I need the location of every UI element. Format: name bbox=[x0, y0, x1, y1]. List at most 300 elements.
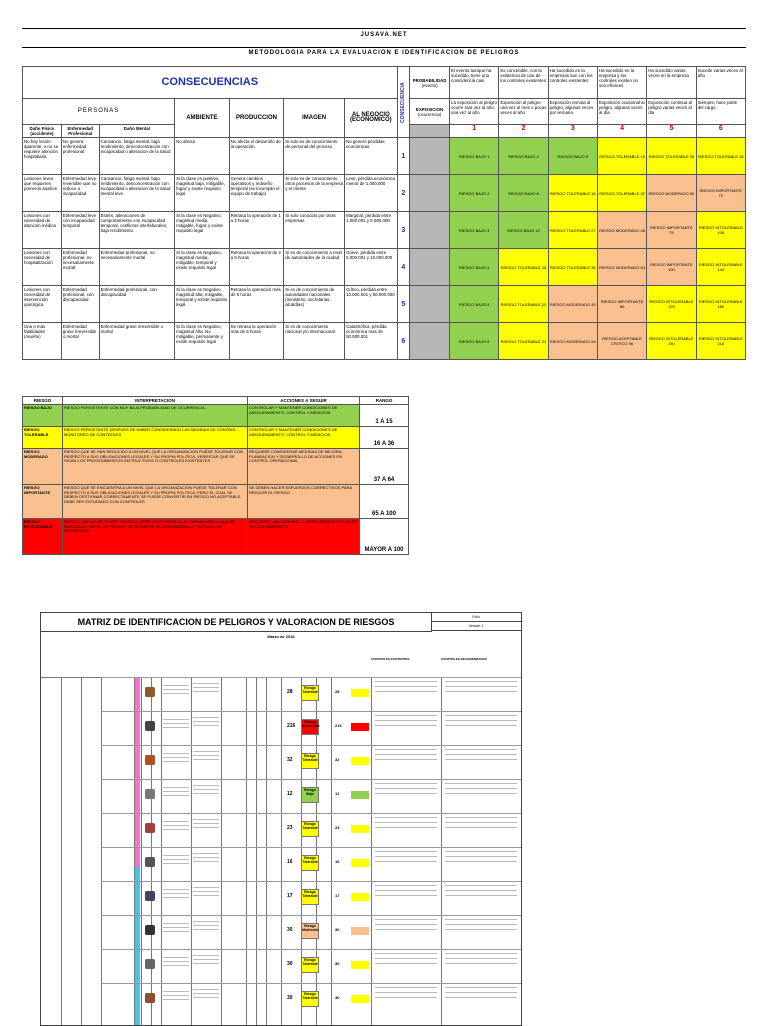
sheet2-text-line bbox=[375, 827, 437, 828]
sheet2-text-line bbox=[445, 691, 517, 692]
sheet2-text-line bbox=[445, 749, 517, 750]
cell-ambiente: Si la clase es Negativo, magnitud media, mitigable, temporal y existe requisito legal bbox=[175, 249, 230, 286]
row-number: 6 bbox=[397, 323, 410, 360]
gray-spacer bbox=[410, 212, 450, 249]
sheet2-grid-line bbox=[101, 677, 102, 1025]
sheet2-text-line bbox=[193, 717, 219, 718]
sheet2-text-line bbox=[445, 987, 517, 988]
cell-negocio: No generó pérdidas económicas bbox=[345, 138, 398, 175]
risk-cell: RIESGO MODERADO 50 bbox=[647, 175, 696, 212]
hazard-icon bbox=[145, 891, 155, 901]
cell-produccion: Retrasa la operación de 1 a 2 horas bbox=[229, 212, 284, 249]
hazard-icon bbox=[145, 857, 155, 867]
risk-legend bbox=[22, 396, 409, 555]
legend-riesgo: RIESGO INTOLERABLE bbox=[23, 519, 63, 555]
hazard-icon bbox=[145, 755, 155, 765]
cell-negocio: Leve, pérdida económica menor de 1.000.000 bbox=[345, 175, 398, 212]
risk-cell: RIESGO TOLERABLE 24 bbox=[499, 323, 548, 360]
legend-accion: CONTROLAR Y MANTENER CONDICIONES DE ASEGURAMIENTO, CONTROL Y MEDICION bbox=[248, 427, 360, 449]
sheet2-text-line bbox=[193, 819, 219, 820]
sheet2-text-line bbox=[163, 991, 189, 992]
sheet2-grid-line bbox=[61, 677, 62, 1025]
hazard-icon bbox=[145, 789, 155, 799]
risk-level-badge: Riesgo Bajo bbox=[301, 787, 319, 803]
legend-row bbox=[23, 405, 409, 427]
risk-cell: RIESGO MODERADO 45 bbox=[548, 286, 597, 323]
final-score: 30 bbox=[335, 961, 340, 966]
sheet2-column-header bbox=[41, 643, 521, 678]
sheet2-text-line bbox=[163, 965, 189, 966]
risk-cell: RIESGO BAJO 1 bbox=[450, 138, 499, 175]
document-title: METODOLOGIA PARA LA EVALUACION E IDENTIFICACION DE PELIGROS bbox=[22, 47, 746, 56]
risk-cell: RIESGO BAJO 5 bbox=[450, 286, 499, 323]
gray-spacer bbox=[410, 286, 450, 323]
sheet2-text-line bbox=[163, 923, 189, 924]
sheet2-text-line bbox=[163, 723, 189, 724]
sheet2-text-line bbox=[445, 919, 517, 920]
legend-riesgo: RIESGO MODERADO bbox=[23, 449, 63, 485]
risk-cell: RIESGO TOLERABLE 32 bbox=[597, 175, 646, 212]
cell-fisico: Lesiones leves que requieren primeros auxilios bbox=[23, 175, 62, 212]
risk-cell: RIESGO BAJO 12 bbox=[499, 212, 548, 249]
sheet2-text-line bbox=[445, 885, 517, 886]
risk-cell: RIESGO TOLERABLE 16 bbox=[499, 249, 548, 286]
sheet2-text-line bbox=[163, 753, 189, 754]
cell-fisico: No hay lesión aparente, o no se requiere atención hospitalaria bbox=[23, 138, 62, 175]
col-number-5: 5 bbox=[647, 125, 696, 138]
prob-level-2: Es concebible, con la existencia de una de los controles existentes bbox=[499, 67, 548, 99]
sheet2-text-line bbox=[163, 689, 189, 690]
sheet2-text-line bbox=[375, 715, 437, 716]
sheet2-grid-line bbox=[134, 677, 135, 1025]
sheet2-text-line bbox=[445, 822, 517, 823]
risk-score: 32 bbox=[287, 757, 293, 763]
cell-profesional: Enfermedad leve reversible que no reduce a incapacidad bbox=[61, 175, 99, 212]
sheet2-row-divider bbox=[101, 983, 521, 984]
sheet2-grid-line bbox=[281, 677, 282, 1025]
sheet2-text-line bbox=[163, 927, 189, 928]
sheet2-text-line bbox=[163, 787, 189, 788]
consequence-matrix bbox=[22, 66, 746, 360]
sheet2-text-line bbox=[193, 785, 219, 786]
sheet2-text-line bbox=[445, 958, 517, 959]
cell-mental: Cansancio, fatiga mental, baja rendimiento, desconcentración con incapacidad o alteracion de la salud mental leve bbox=[99, 175, 175, 212]
final-score: 16 bbox=[335, 859, 340, 864]
risk-cell: RIESGO BAJO 8 bbox=[499, 175, 548, 212]
sheet2-text-line bbox=[375, 929, 437, 930]
sheet2-text-line bbox=[445, 895, 517, 896]
sheet2-row-divider bbox=[101, 711, 521, 712]
risk-cell: RIESGO TOLERABLE 18 bbox=[548, 175, 597, 212]
sheet2-text-line bbox=[193, 887, 219, 888]
legend-rango: 37 A 64 bbox=[360, 449, 409, 485]
risk-score: 30 bbox=[287, 995, 293, 1001]
legend-accion: REQUIERE CONSIDERAR MEDIDAS DE MEJORA, PLANEACION Y DESARROLLO DE ACCIONES EN CONTROL OPERACIONAL bbox=[248, 449, 360, 485]
legend-head-rango: RANGO bbox=[360, 397, 409, 405]
cell-negocio: Catastrófica, pérdida económica mas de 50.000.001 bbox=[345, 323, 398, 360]
matrix-sheet-preview bbox=[40, 612, 522, 1026]
col-ambiente: AMBIENTE bbox=[175, 99, 230, 138]
sheet2-text-line bbox=[445, 890, 517, 891]
col-imagen: IMAGEN bbox=[284, 99, 345, 138]
sheet2-text-line bbox=[445, 929, 517, 930]
sheet2-row-divider bbox=[101, 915, 521, 916]
col-number-4: 4 bbox=[597, 125, 646, 138]
sheet2-text-line bbox=[193, 789, 219, 790]
sheet2-text-line bbox=[163, 863, 189, 864]
sheet2-grid-line bbox=[371, 677, 372, 1025]
sheet2-text-line bbox=[375, 851, 437, 852]
sheet2-text-line bbox=[193, 751, 219, 752]
sheet2-col-existing: CONTROLES EXISTENTES bbox=[371, 657, 410, 661]
sheet2-grid-line bbox=[246, 677, 247, 1025]
sheet2-text-line bbox=[445, 992, 517, 993]
sheet2-text-line bbox=[375, 919, 437, 920]
exp-level-1: La exposición al peligro ocurre rara vez al año, una vez al año bbox=[450, 99, 499, 125]
risk-cell: RIESGO TOLERABLE 16 bbox=[597, 138, 646, 175]
legend-row bbox=[23, 519, 409, 555]
cell-mental: Cansancio, fatiga mental, baja rendimiento, desconcentración con incapacidad o alteracion de la salud bbox=[99, 138, 175, 175]
legend-riesgo: RIESGO IMPORTANTE bbox=[23, 485, 63, 519]
consequence-row bbox=[23, 323, 746, 360]
risk-level-badge: Riesgo Tolerable bbox=[301, 957, 319, 973]
exp-level-2: Exposición al peligro una vez al mes o pocas veces al año bbox=[499, 99, 548, 125]
sheet2-text-line bbox=[375, 861, 437, 862]
sheet2-text-line bbox=[375, 725, 437, 726]
cell-produccion: Genera cambios operativos y rediseño temporal (se incumplió el equipo de trabajo) bbox=[229, 175, 284, 212]
sheet2-text-line bbox=[375, 924, 437, 925]
final-level-swatch bbox=[351, 757, 369, 765]
hazard-icon bbox=[145, 823, 155, 833]
cell-mental: Enfermedad profesional, no necesariamente mortal bbox=[99, 249, 175, 286]
risk-cell: RIESGO MODERADO 64 bbox=[597, 249, 646, 286]
final-level-swatch bbox=[351, 723, 369, 731]
sheet2-text-line bbox=[163, 859, 189, 860]
cell-fisico: Una o más fatalidades (muerte) bbox=[23, 323, 62, 360]
risk-score: 28 bbox=[287, 689, 293, 695]
final-score: 17 bbox=[335, 893, 340, 898]
cell-profesional: Enfermedad profesional, con discapacidad bbox=[61, 286, 99, 323]
cell-imagen: Si es de conocimiento a nivel de autoridades de la ciudad bbox=[284, 249, 345, 286]
col-number-3: 3 bbox=[548, 125, 597, 138]
sheet2-text-line bbox=[193, 683, 219, 684]
risk-cell: RIESGO INTOLERABLE 180 bbox=[696, 286, 745, 323]
sheet2-row-divider bbox=[101, 779, 521, 780]
row-number: 3 bbox=[397, 212, 410, 249]
sheet2-text-line bbox=[375, 759, 437, 760]
sheet2-text-line bbox=[193, 955, 219, 956]
legend-interp: RIESGO PERSISTENTE DESPUES DE HABER CONSIDERADO LAS MEDIDAS DE CONTROL, MONITOREO DE CONTROLES bbox=[63, 427, 248, 449]
sheet2-text-line bbox=[193, 963, 219, 964]
sheet2-grid-line bbox=[266, 677, 267, 1025]
sheet2-text-line bbox=[375, 681, 437, 682]
sheet2-text-line bbox=[375, 890, 437, 891]
risk-level-badge: Riesgo Tolerable bbox=[301, 685, 319, 701]
legend-row bbox=[23, 449, 409, 485]
legend-row bbox=[23, 485, 409, 519]
final-level-swatch bbox=[351, 689, 369, 697]
consequence-vertical-label: CONSECUENCIA bbox=[397, 67, 410, 138]
sheet2-text-line bbox=[163, 825, 189, 826]
gray-spacer bbox=[410, 125, 450, 138]
final-level-swatch bbox=[351, 893, 369, 901]
hazard-icon bbox=[145, 687, 155, 697]
final-level-swatch bbox=[351, 961, 369, 969]
cell-imagen: Si solo es de conocimiento de personal del proceso bbox=[284, 138, 345, 175]
sheet2-text-line bbox=[163, 791, 189, 792]
legend-rango: 1 A 15 bbox=[360, 405, 409, 427]
col-produccion: PRODUCCION bbox=[229, 99, 284, 138]
sheet2-text-line bbox=[375, 856, 437, 857]
sheet2-text-line bbox=[375, 749, 437, 750]
sheet2-text-line bbox=[375, 691, 437, 692]
prob-header: PROBABILIDAD (evento) bbox=[410, 67, 450, 99]
cell-profesional: Enfermedad leve con incapacidad temporal bbox=[61, 212, 99, 249]
cell-profesional: Enfermedad profesional, no necesariamente mortal bbox=[61, 249, 99, 286]
risk-cell: RIESGO MODERADO 54 bbox=[548, 323, 597, 360]
sheet2-row-divider bbox=[101, 847, 521, 848]
sheet2-text-line bbox=[163, 727, 189, 728]
legend-accion: SE DEBEN HACER ESFUERZOS CORRECTIVOS PARA REDUCIR EL RIESGO bbox=[248, 485, 360, 519]
cell-ambiente: Si la clase es Negativo, magnitud media, mitigable, fugaz y existe requisito legal bbox=[175, 212, 230, 249]
risk-score: 23 bbox=[287, 825, 293, 831]
legend-riesgo: RIESGO TOLERABLE bbox=[23, 427, 63, 449]
sheet2-text-line bbox=[375, 963, 437, 964]
legend-rango: 16 A 36 bbox=[360, 427, 409, 449]
sheet2-text-line bbox=[445, 754, 517, 755]
sheet2-grid-line bbox=[161, 677, 162, 1025]
sheet2-text-line bbox=[193, 827, 219, 828]
sheet2-text-line bbox=[193, 759, 219, 760]
risk-level-badge: Riesgo Intolerable bbox=[301, 719, 319, 735]
cell-imagen: Si solo conocido por otras empresas bbox=[284, 212, 345, 249]
risk-cell: RIESGO IMPORTANTE 100 bbox=[647, 249, 696, 286]
sheet2-text-line bbox=[193, 823, 219, 824]
cell-profesional: No genera enfermedad profesional bbox=[61, 138, 99, 175]
risk-cell: RIESGO INTOLERABLE 108 bbox=[696, 212, 745, 249]
risk-level-badge: Riesgo Tolerable bbox=[301, 821, 319, 837]
consequence-row bbox=[23, 286, 746, 323]
sheet2-text-line bbox=[163, 855, 189, 856]
sheet2-text-line bbox=[375, 754, 437, 755]
hazard-icon bbox=[145, 721, 155, 731]
cell-fisico: Lesiones con necesidad de hospitalización bbox=[23, 249, 62, 286]
sheet2-text-line bbox=[193, 959, 219, 960]
sheet2-text-line bbox=[445, 793, 517, 794]
risk-score: 30 bbox=[287, 961, 293, 967]
risk-cell: RIESGO IMPORTANTE 72 bbox=[696, 175, 745, 212]
cell-imagen: Si es de conocimiento nacional y/o internacional bbox=[284, 323, 345, 360]
risk-cell: RIESGO BAJO 9 bbox=[548, 138, 597, 175]
sheet2-text-line bbox=[445, 997, 517, 998]
sheet2-row-divider bbox=[101, 881, 521, 882]
sheet2-text-line bbox=[445, 953, 517, 954]
sheet2-text-line bbox=[193, 755, 219, 756]
sheet2-row-divider bbox=[101, 949, 521, 950]
legend-interp: RIESGO QUE SE ENCUENTRA A UN NIVEL QUE LA ORGANIZACION PUEDE TOLERAR CON RESPECTO A SUS OBLIGACIONES LEGALES Y SU PROPIA POLITICA, PERO EL CUAL SE DEBEN GESTIONAR CORRECTAMENTE SE PUEDE CONVERTIR EN RIESGO NO ACEPTABLE. DEBE SER ESTUDIADO CON CONTROLES bbox=[63, 485, 248, 519]
final-score: 30 bbox=[335, 927, 340, 932]
sheet2-text-line bbox=[163, 693, 189, 694]
risk-cell: RIESGO BAJO 6 bbox=[450, 323, 499, 360]
hazard-icon bbox=[145, 925, 155, 935]
cell-produccion: Retrasa la operación de 2 a 6 horas bbox=[229, 249, 284, 286]
risk-score: 216 bbox=[287, 723, 296, 729]
sheet2-text-line bbox=[193, 895, 219, 896]
sheet2-text-line bbox=[445, 725, 517, 726]
risk-score: 12 bbox=[287, 791, 293, 797]
sheet2-grid-line bbox=[81, 677, 82, 1025]
risk-cell: RIESGO IMPORTANTE 75 bbox=[647, 212, 696, 249]
risk-cell: RIESGO TOLERABLE 36 bbox=[696, 138, 745, 175]
consequence-row bbox=[23, 175, 746, 212]
sheet2-text-line bbox=[445, 963, 517, 964]
risk-score: 16 bbox=[287, 859, 293, 865]
sheet2-version: Version 1 bbox=[431, 622, 521, 631]
sheet2-text-line bbox=[193, 793, 219, 794]
sheet2-grid-line bbox=[256, 677, 257, 1025]
legend-interp: RIESGO PERSISTENTE CON MUY BAJA PROBABILIDAD DE OCURRENCIA. bbox=[63, 405, 248, 427]
sheet2-side-box bbox=[431, 613, 521, 631]
sheet2-date: Marzo de 2016 bbox=[267, 634, 295, 639]
exp-level-6: Siempre, hace parte del cargo bbox=[696, 99, 745, 125]
risk-cell: RIESGO INTOLERABLE 216 bbox=[696, 323, 745, 360]
exp-header: EXPOSICION (ocurrencia) bbox=[410, 99, 450, 125]
col-negocio: AL NEGOCIO (ECONOMICO) bbox=[345, 99, 398, 138]
sheet2-text-line bbox=[163, 897, 189, 898]
subcol-profesional: Enfermedad Profesional bbox=[61, 125, 99, 138]
final-score: 28 bbox=[335, 689, 340, 694]
gray-spacer bbox=[410, 175, 450, 212]
sheet2-grid-line bbox=[441, 677, 442, 1025]
cell-produccion: No afecta el desarrollo de la operación bbox=[229, 138, 284, 175]
sheet2-text-line bbox=[193, 891, 219, 892]
sheet2-text-line bbox=[193, 725, 219, 726]
sheet2-grid-line bbox=[141, 677, 142, 1025]
sheet2-text-line bbox=[375, 793, 437, 794]
exp-level-5: Exposición continua al peligro varias veces al día bbox=[647, 99, 696, 125]
cell-ambiente: Si la clase es positivo, magnitud baja, mitigable, fugaz y existe requisito legal bbox=[175, 175, 230, 212]
sheet2-text-line bbox=[375, 817, 437, 818]
sheet2-text-line bbox=[163, 685, 189, 686]
legend-accion: REQUIERE UNA CONTROL O INTERVENCION Y PLAN DE ACCION INMEDIATO bbox=[248, 519, 360, 555]
legend-rango: MAYOR A 100 bbox=[360, 519, 409, 555]
consequences-title: CONSECUENCIAS bbox=[23, 67, 398, 99]
prob-level-4: Ha sucedido en la empresa y los controles existen no son eficaces bbox=[597, 67, 646, 99]
final-score: 12 bbox=[335, 791, 340, 796]
sheet2-text-line bbox=[163, 931, 189, 932]
col-number-6: 6 bbox=[696, 125, 745, 138]
sheet2-text-line bbox=[375, 788, 437, 789]
sheet2-text-line bbox=[193, 925, 219, 926]
sheet2-text-line bbox=[193, 921, 219, 922]
legend-interp: RIESGO QUE NO SE PUEDE TOLERAR, DEBE SUSPENDER LA ACTIVIDAD HASTA QUE SE REDUZCA EL NIVEL DE RIESGO, SE REQUIERE ACCION INMEDIATA Y ESTUDIO DE CONTROLES bbox=[63, 519, 248, 555]
prob-level-3: Ha sucedido en la empresas aun con los controles existentes bbox=[548, 67, 597, 99]
risk-cell: RIESGO INTOLERABLE 150 bbox=[647, 323, 696, 360]
legend-rango: 65 A 100 bbox=[360, 485, 409, 519]
sheet2-text-line bbox=[375, 987, 437, 988]
sheet2-text-line bbox=[375, 822, 437, 823]
sheet2-text-line bbox=[193, 721, 219, 722]
cell-fisico: Lesiones con necesidad de intervención quirúrgica bbox=[23, 286, 62, 323]
sheet2-text-line bbox=[193, 687, 219, 688]
final-level-swatch bbox=[351, 927, 369, 935]
exp-level-3: Exposición remota al peligro, algunas veces por semana bbox=[548, 99, 597, 125]
sheet2-text-line bbox=[375, 885, 437, 886]
sheet2-text-line bbox=[375, 997, 437, 998]
cell-negocio: Marginal, pérdida entre 1.000.001 y 5.000.000 bbox=[345, 212, 398, 249]
risk-level-badge: Riesgo Tolerable bbox=[301, 991, 319, 1007]
cell-ambiente: Si la clase es Negativo, magnitud alta, mitigable, temporal y existe requisito legal bbox=[175, 286, 230, 323]
sheet2-grid-line bbox=[191, 677, 192, 1025]
sheet2-row-divider bbox=[101, 745, 521, 746]
prob-level-1: El evento aunque ha sucedido, tiene una coincidencia casi bbox=[450, 67, 499, 99]
gray-spacer bbox=[410, 249, 450, 286]
sheet2-grid-line bbox=[331, 677, 332, 1025]
final-score: 30 bbox=[335, 995, 340, 1000]
legend-head-riesgo: RIESGO bbox=[23, 397, 63, 405]
sheet2-text-line bbox=[193, 929, 219, 930]
gray-spacer bbox=[410, 138, 450, 175]
legend-interp: RIESGO QUE SE HAN REDUCIDO A UN NIVEL QUE LA ORGANIZACION PUEDE TOLERAR CON RESPECTO A SUS OBLIGACIONES LEGALES Y SU PROPIA POLITICA, VERIFICAR QUE SE SIGAN LOS PROCEDIMIENTOS INSTRUCTIVOS O CONTROLES EXISTENTES bbox=[63, 449, 248, 485]
risk-level-badge: Riesgo Tolerable bbox=[301, 753, 319, 769]
final-level-swatch bbox=[351, 995, 369, 1003]
risk-cell: RIESGO ACEPTABLE CRITICO 96 bbox=[597, 323, 646, 360]
sheet2-text-line bbox=[163, 795, 189, 796]
sheet2-text-line bbox=[445, 715, 517, 716]
risk-cell: RIESGO MODERADO 48 bbox=[597, 212, 646, 249]
sheet2-text-line bbox=[163, 999, 189, 1000]
sheet2-grid-line bbox=[221, 677, 222, 1025]
cell-mental: Enfermedad profesional, con discapacidad bbox=[99, 286, 175, 323]
risk-cell: RIESGO TOLERABLE 36 bbox=[548, 249, 597, 286]
risk-cell: RIESGO INTOLERABLE 144 bbox=[696, 249, 745, 286]
sheet2-text-line bbox=[163, 957, 189, 958]
sheet2-text-line bbox=[445, 783, 517, 784]
document-header bbox=[22, 28, 746, 63]
sheet2-text-line bbox=[375, 783, 437, 784]
risk-level-badge: Riesgo Moderado bbox=[301, 923, 319, 939]
col-number-1: 1 bbox=[450, 125, 499, 138]
row-number: 5 bbox=[397, 286, 410, 323]
sheet2-folio: Folio bbox=[431, 613, 521, 622]
gray-spacer bbox=[410, 323, 450, 360]
sheet2-text-line bbox=[445, 817, 517, 818]
sheet2-text-line bbox=[193, 993, 219, 994]
sheet2-text-line bbox=[163, 757, 189, 758]
risk-cell: RIESGO TOLERABLE 20 bbox=[499, 286, 548, 323]
sheet2-text-line bbox=[375, 958, 437, 959]
sheet2-text-line bbox=[445, 681, 517, 682]
subcol-mental: Daño Mental bbox=[99, 125, 175, 138]
sheet2-text-line bbox=[445, 856, 517, 857]
sheet2-text-line bbox=[163, 893, 189, 894]
legend-head-interp: INTERPRETACION bbox=[63, 397, 248, 405]
sheet2-text-line bbox=[375, 895, 437, 896]
cell-fisico: Lesiones con necesidad de atención médica bbox=[23, 212, 62, 249]
sheet2-text-line bbox=[193, 861, 219, 862]
risk-cell: RIESGO TOLERABLE 25 bbox=[647, 138, 696, 175]
final-score: 23 bbox=[335, 825, 340, 830]
risk-score: 30 bbox=[287, 927, 293, 933]
sheet2-text-line bbox=[445, 924, 517, 925]
cell-negocio: Grave, pérdida entre 5.000.001 y 10.000.000 bbox=[345, 249, 398, 286]
sheet2-text-line bbox=[193, 857, 219, 858]
final-level-swatch bbox=[351, 859, 369, 867]
sheet2-row-divider bbox=[101, 677, 521, 678]
sheet2-title: MATRIZ DE IDENTIFICACION DE PELIGROS Y VALORACION DE RIESGOS bbox=[41, 613, 432, 632]
consequence-row bbox=[23, 138, 746, 175]
sheet2-row-divider bbox=[101, 813, 521, 814]
